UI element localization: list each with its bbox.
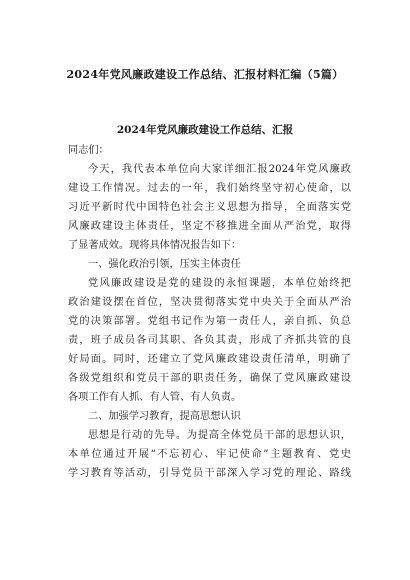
text-line: 风廉政建设主体责任，坚定不移推进全面从严治党，取得 [68, 221, 351, 232]
text-line: 责，班子成员各司其职、各负其责，形成了齐抓共管的良 [68, 335, 351, 346]
paragraph-intro [68, 160, 351, 255]
text-line: 本单位通过开展“不忘初心、牢记使命”主题教育、党史 [68, 449, 351, 460]
text-line: 好局面。同时，还建立了党风廉政建设责任清单，明确了 [68, 354, 351, 365]
text-line: 习近平新时代中国特色社会主义思想为指导，全面落实党 [68, 202, 351, 213]
text-line: 思想是行动的先导。为提高全体党员干部的思想认识， [88, 430, 351, 441]
text-line: 各级党组织和党员干部的职责任务，确保了党风廉政建设 [68, 373, 351, 384]
paragraph-political-guidance [68, 274, 351, 407]
text-line: 建设工作情况。过去的一年，我们始终坚守初心使命，以 [68, 183, 351, 194]
section-title: 2024年党风廉政建设工作总结、汇报 [116, 124, 294, 136]
paragraph-study-education [68, 426, 351, 483]
salutation: 同志们： [68, 145, 109, 156]
text-line: 学习教育等活动，引导党员干部深入学习党的理论、路线 [68, 468, 351, 479]
document-body [68, 141, 351, 483]
section-heading-2: 二、加强学习教育，提高思想认识 [88, 411, 241, 422]
text-line: 各项工作有人抓、有人管、有人负责。 [68, 392, 242, 403]
text-line: 了显著成效。现将具体情况报告如下： [68, 240, 242, 251]
text-line: 政治建设摆在首位，坚决贯彻落实党中央关于全面从严治 [68, 297, 351, 308]
text-line: 党的决策部署。党组书记作为第一责任人，亲自抓、负总 [68, 316, 351, 327]
section-heading-1: 一、强化政治引领，压实主体责任 [88, 259, 241, 270]
document-main-title: 2024年党风廉政建设工作总结、汇报材料汇编（5篇） [66, 68, 344, 81]
text-line: 今天，我代表本单位向大家详细汇报2024年党风廉政 [88, 164, 351, 175]
text-line: 党风廉政建设是党的建设的永恒课题，本单位始终把 [88, 278, 351, 289]
